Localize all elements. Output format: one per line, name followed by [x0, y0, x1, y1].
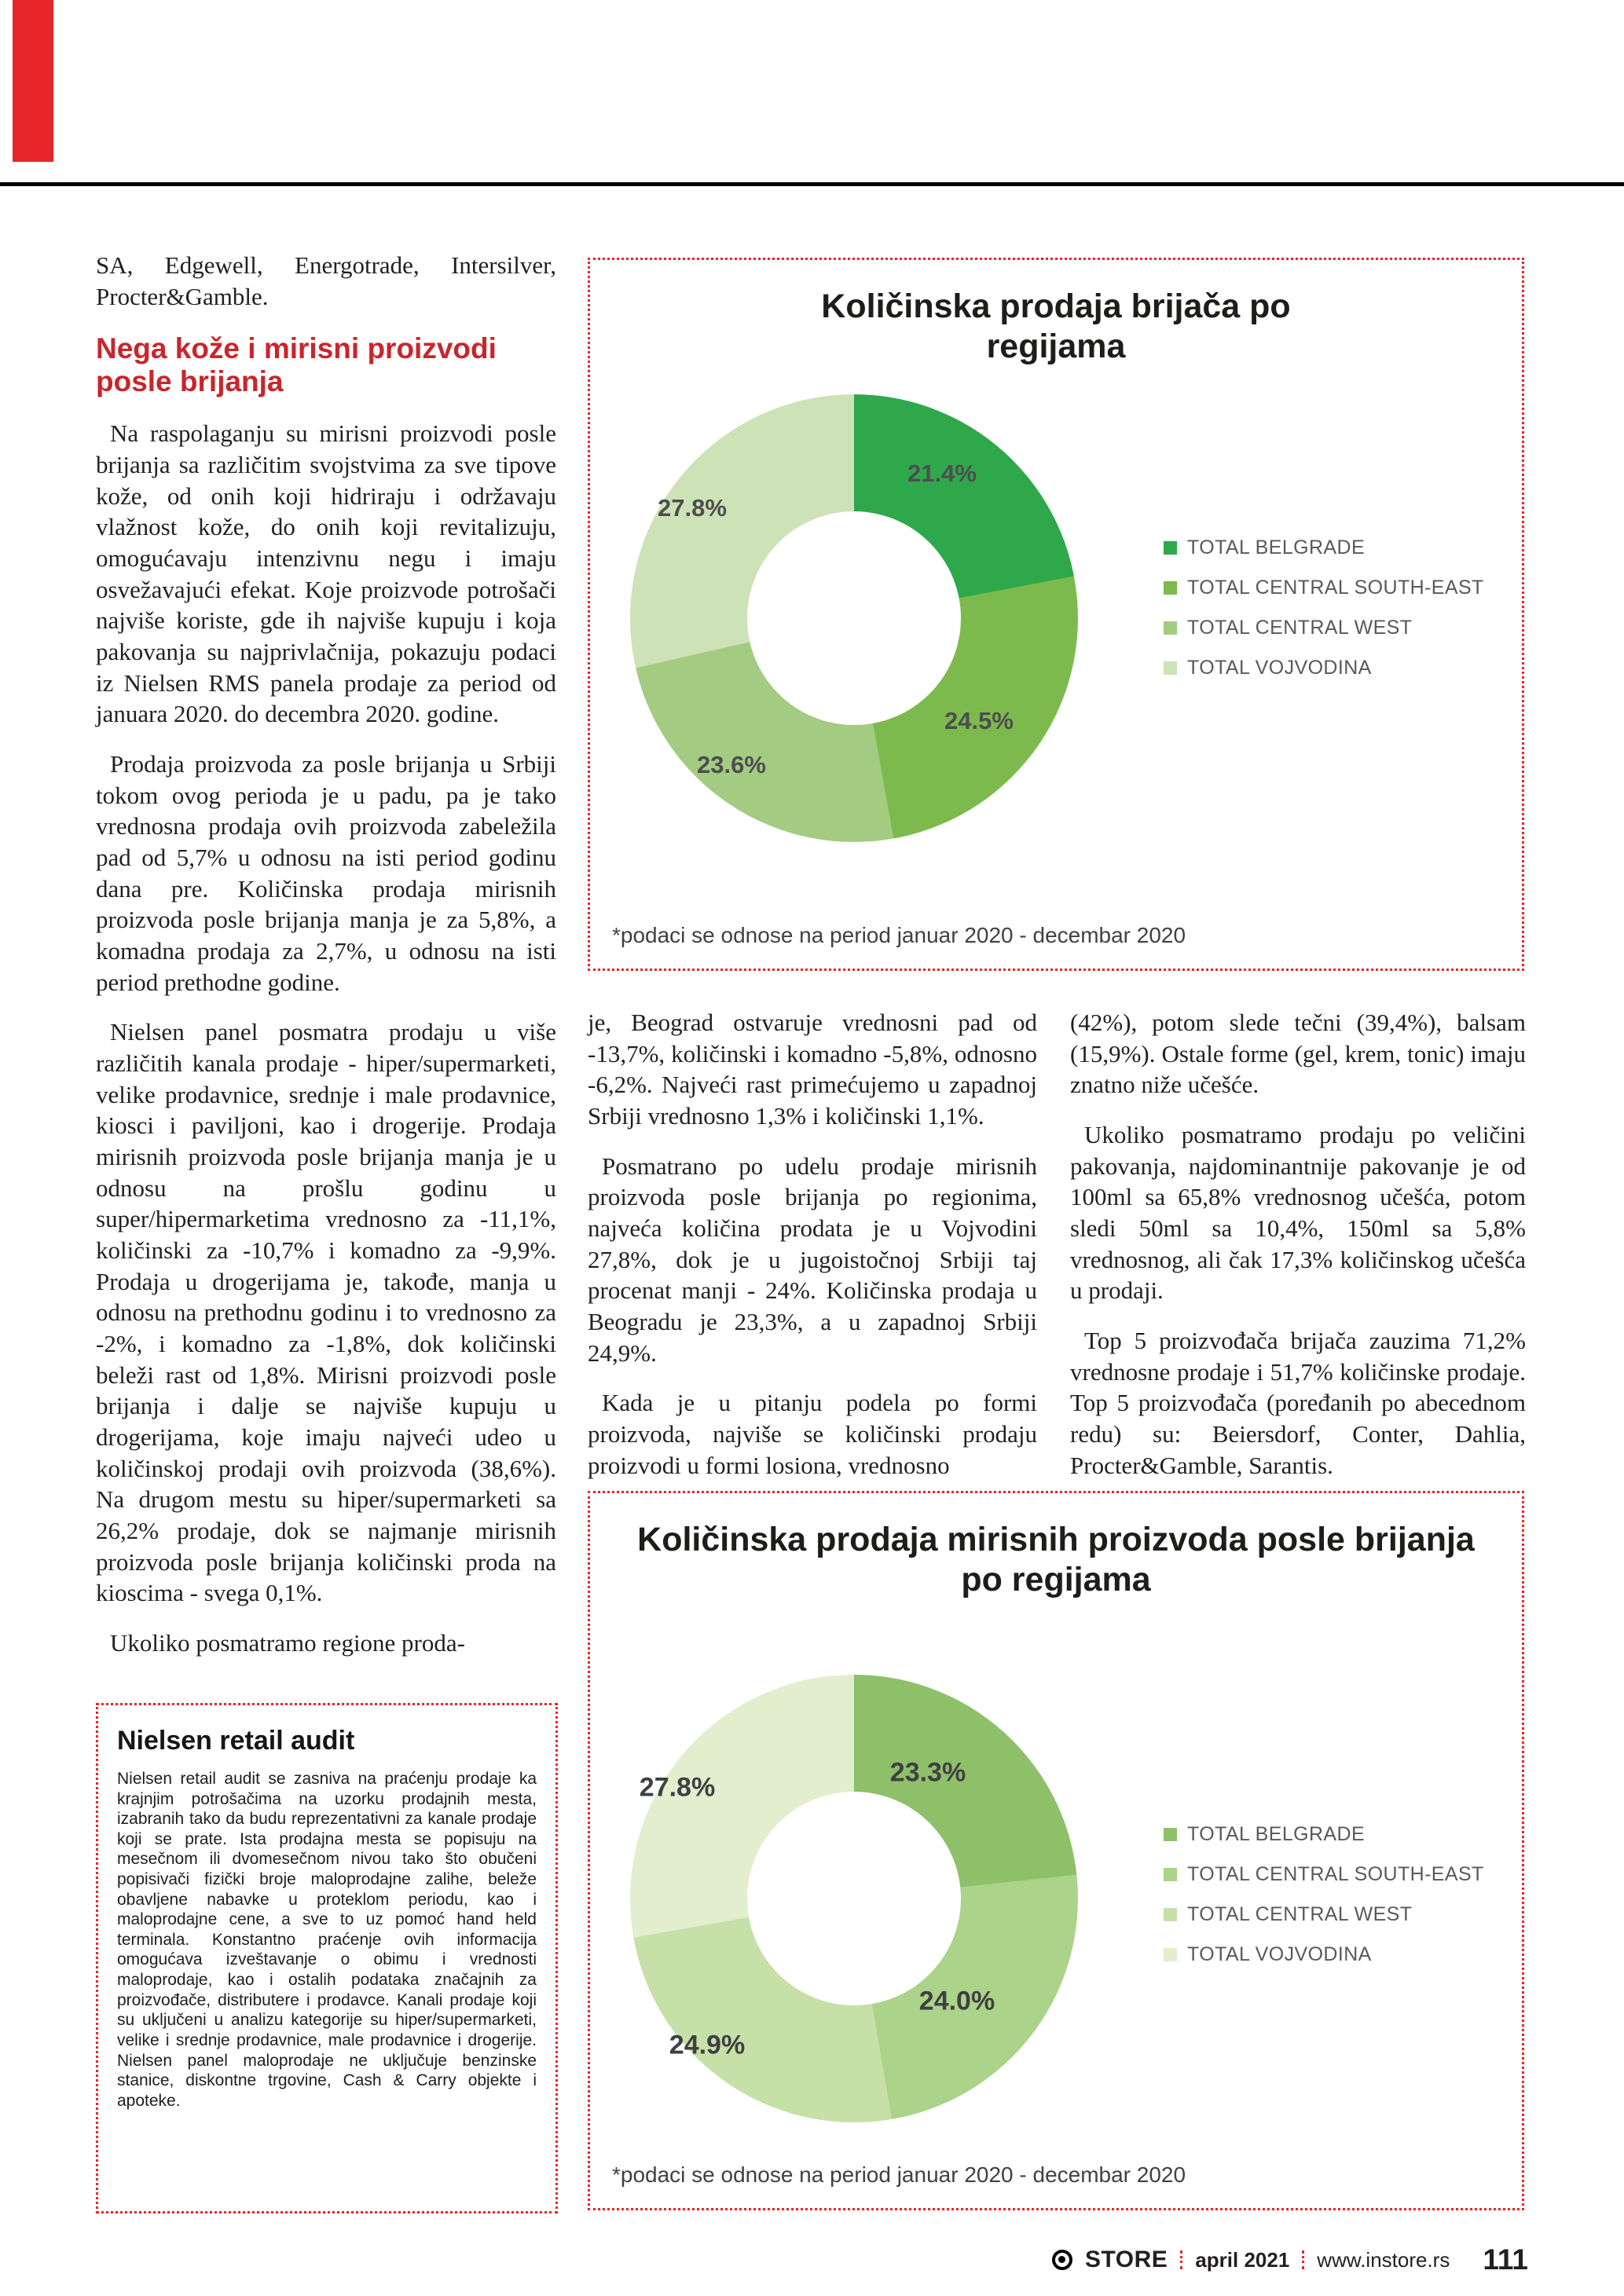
legend-swatch	[1164, 1948, 1177, 1961]
paragraph: Kada je u pitanju podela po formi proizvoda, najviše se količinski prodaju proizvodi u formi losiona, vrednosno	[588, 1389, 1037, 1479]
chart-box-razors	[588, 258, 1524, 971]
nielsen-box-title: Nielsen retail audit	[117, 1726, 355, 1756]
slice-label: 24.5%	[944, 707, 1014, 734]
legend-swatch	[1164, 541, 1177, 555]
left-column	[96, 250, 556, 1678]
legend-label: TOTAL BELGRADE	[1187, 1823, 1366, 1845]
slice-label: 24.0%	[918, 1986, 995, 2016]
legend-swatch	[1164, 1908, 1177, 1921]
donut-chart-aftershave	[610, 1655, 1098, 2142]
legend-swatch	[1164, 621, 1177, 635]
legend-label: TOTAL BELGRADE	[1187, 536, 1366, 558]
chart-footnote: *podaci se odnose na period januar 2020 - decembar 2020	[612, 923, 1186, 947]
top-rule	[0, 182, 1624, 186]
nielsen-box-body: Nielsen retail audit se zasniva na praćenju prodaje ka krajnjim potrošačima na uzorku prodajnih mesta, izabranih tako da budu reprezentativni za kanale prodaje koji se prate. Ista prodajna mesta se popisuju na mesečnom ili dvomesečnom nivou tako što obučeni popisivači fizički broje maloprodajne zalihe, beleže obavljene nabavke u proteklom periodu, kao i maloprodajne cene, a sve to uz pomoć hand held terminala. Konstantno praćenje ovih informacija omogućava izveštavanje o obimu i vrednosti maloprodaje, kao i ostalih podataka značajnih za proizvođače, distributere i prodavce. Kanali prodaje koji su uključeni u analizu kategorije su hiper/supermarketi, velike i srednje prodavnice, male prodavnice i drogerije. Nielsen panel maloprodaje ne uključuje benzinske stanice, diskontne trgovine, Cash & Carry objekte i apoteke.	[117, 1770, 537, 2110]
legend-swatch	[1164, 581, 1177, 595]
slice-label: 23.3%	[889, 1757, 966, 1788]
chart-title: Količinska prodaja mirisnih proizvoda posle brijanja po regijama	[637, 1521, 1475, 1598]
legend-item	[1164, 1943, 1484, 1966]
slice-label: 27.8%	[658, 494, 727, 522]
slice-label: 23.6%	[697, 751, 766, 778]
legend-label: TOTAL CENTRAL WEST	[1187, 1903, 1413, 1925]
legend-item	[1164, 577, 1484, 599]
paragraph: Posmatrano po udelu prodaje mirisnih proizvoda posle brijanja po regionima, najveća količina prodata je u Vojvodini 27,8%, dok je u jugoistočnoj Srbiji taj procenat manji - 24%. Količinska prodaja u Beogradu je 23,3%, a u zapadnoj Srbiji 24,9%.	[588, 1152, 1037, 1367]
legend-label: TOTAL CENTRAL WEST	[1187, 617, 1413, 639]
red-corner-mark	[13, 0, 53, 162]
footer-separator	[1302, 2250, 1304, 2269]
slice-label: 24.9%	[669, 2030, 746, 2060]
donut-hole	[747, 1792, 961, 2005]
legend-swatch	[1164, 1868, 1177, 1881]
legend-item	[1164, 536, 1484, 559]
right-column	[1070, 1007, 1526, 1500]
paragraph: je, Beograd ostvaruje vrednosni pad od -13,7%, količinski i komadno -5,8%, odnosno -6,2%. Najveći rast primećujemo u zapadnoj Srbiji vrednosno 1,3% i količinski 1,1%.	[588, 1009, 1037, 1130]
page-footer	[1052, 2243, 1528, 2276]
footer-brand: STORE	[1085, 2247, 1168, 2272]
legend-item	[1164, 617, 1484, 639]
donut-chart-razors	[610, 375, 1098, 862]
legend-label: TOTAL CENTRAL SOUTH-EAST	[1187, 1863, 1484, 1885]
legend-item	[1164, 657, 1484, 679]
nielsen-audit-box	[96, 1703, 558, 2214]
chart-footnote: *podaci se odnose na period januar 2020 - decembar 2020	[612, 2162, 1186, 2187]
footer-separator	[1180, 2250, 1182, 2269]
legend-item	[1164, 1863, 1484, 1886]
legend-swatch	[1164, 1828, 1177, 1841]
paragraph: Ukoliko posmatramo prodaju po veličini pakovanja, najdominantnije pakovanje je od 100ml sa 65,8% vrednosnog učešća, potom sledi 50ml sa 10,4%, 150ml sa 5,8% vrednosnog, ali čak 17,3% količinskog učešća u prodaji.	[1070, 1121, 1526, 1305]
chart-title: Količinska prodaja brijača po regijama	[821, 287, 1291, 365]
legend-item	[1164, 1823, 1484, 1846]
chart-legend	[1164, 1823, 1484, 1966]
chart-legend	[1164, 536, 1484, 679]
paragraph: Prodaja proizvoda za posle brijanja u Srbiji tokom ovog perioda je u padu, pa je tako vrednosna prodaja ovih proizvoda zabeležila pad od 5,7% u odnosu na isti period godinu dana pre. Količinska prodaja mirisnih proizvoda posle brijanja manja je za 5,8%, a komadna prodaja za 2,7%, u odnosu na isti period prethodne godine.	[96, 749, 556, 996]
paragraph: Na raspolaganju su mirisni proizvodi posle brijanja sa različitim svojstvima za sve tipove kože, od onih koji hidriraju i održavaju vlažnost kože, do onih koji revitalizuju, omogućavaju intenzivnu negu i imaju osvežavajući efekat. Koje proizvode potrošači najviše koriste, gde ih najviše kupuju i koja pakovanja su najprivlačnija, pokazuju podaci iz Nielsen RMS panela prodaje za period od januara 2020. do decembra 2020. godine.	[96, 419, 556, 728]
donut-hole	[747, 511, 961, 725]
paragraph: Top 5 proizvođača brijača zauzima 71,2% vrednosne prodaje i 51,7% količinske prodaje. Top 5 proizvođača (poređanih po abecednom redu) su: Beiersdorf, Conter, Dahlia, Procter&Gamble, Sarantis.	[1070, 1327, 1526, 1479]
slice-label: 27.8%	[639, 1772, 716, 1803]
legend-label: TOTAL VOJVODINA	[1187, 1943, 1372, 1965]
legend-swatch	[1164, 661, 1177, 675]
instore-logo-icon	[1052, 2250, 1072, 2270]
footer-site-url: www.instore.rs	[1317, 2247, 1450, 2272]
paragraph: (42%), potom slede tečni (39,4%), balsam (15,9%). Ostale forme (gel, krem, tonic) imaju znatno niže učešće.	[1070, 1009, 1526, 1099]
paragraph: Nielsen panel posmatra prodaju u više različitih kanala prodaje - hiper/supermarketi, velike prodavnice, srednje i male prodavnice, kiosci i paviljoni, kao i drogerije. Prodaja mirisnih proizvoda posle brijanja manja je u odnosu na prošlu godinu u super/hipermarketima vrednosno za -11,1%, količinski za -10,7% i komadno za -9,9%. Prodaja u drogerijama je, takođe, manja u odnosu na prethodnu godinu i to vrednosno za -2%, i komadno za -1,8%, dok količinski beleži rast od 1,8%. Mirisni proizvodi posle brijanja i dalje se najviše kupuju u drogerijama, koje imaju najveći udeo u količinskoj prodaji ovih proizvoda (38,6%). Na drugom mestu su hiper/supermarketi sa 26,2% prodaje, dok se najmanje mirisnih proizvoda posle brijanja količinski proda na kioscima - svega 0,1%.	[96, 1018, 556, 1607]
footer-issue: april 2021	[1195, 2247, 1290, 2272]
section-heading: Nega kože i mirisni proizvodi posle brijanja	[96, 332, 497, 397]
slice-label: 21.4%	[907, 460, 977, 487]
legend-label: TOTAL CENTRAL SOUTH-EAST	[1187, 577, 1484, 599]
paragraph: Ukoliko posmatramo regione proda-	[110, 1629, 465, 1657]
chart-box-aftershave	[588, 1491, 1524, 2210]
middle-column	[588, 1007, 1037, 1500]
page-number: 111	[1483, 2243, 1528, 2276]
legend-label: TOTAL VOJVODINA	[1187, 657, 1372, 679]
intro-text: SA, Edgewell, Energotrade, Intersilver, Procter&Gamble.	[96, 251, 556, 310]
legend-item	[1164, 1903, 1484, 1926]
